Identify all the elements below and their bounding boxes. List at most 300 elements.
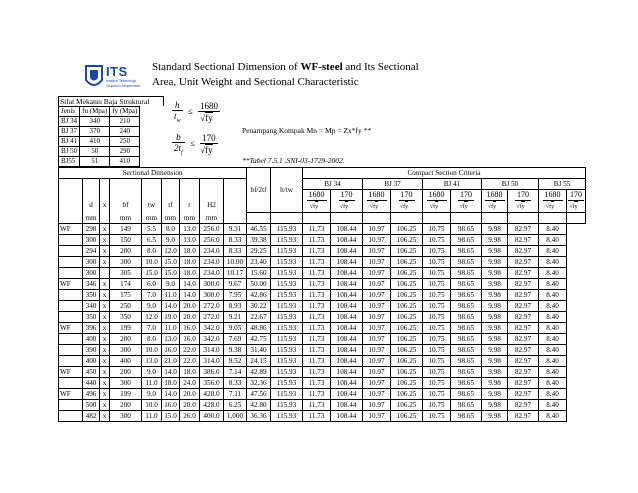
table-cell: 7.11: [224, 389, 247, 400]
table-cell: 115.93: [271, 411, 303, 422]
table-cell: 108.44: [331, 345, 363, 356]
table-cell: 11.73: [303, 389, 331, 400]
blank-header: [59, 190, 83, 213]
blank-header: [224, 190, 247, 213]
table-cell: 22.0: [180, 345, 200, 356]
table-cell: 11.73: [303, 378, 331, 389]
blank-header: [423, 213, 451, 224]
table-cell: x: [100, 334, 110, 345]
logo-text: ITS: [106, 64, 128, 79]
table-cell: 8.33: [224, 246, 247, 257]
table-row: [59, 257, 586, 268]
table-cell: 106.25: [391, 356, 423, 367]
table-cell: 8.40: [539, 224, 567, 235]
table-cell: 10.75: [423, 323, 451, 334]
table-cell: 106.25: [391, 334, 423, 345]
table-cell: 10.75: [423, 334, 451, 345]
table-cell: 300.0: [200, 279, 224, 290]
table-cell: 98.65: [451, 257, 482, 268]
table-cell: 82.97: [508, 411, 539, 422]
table-cell: 6.0: [142, 279, 162, 290]
table-cell: 298: [83, 224, 100, 235]
table-cell: 115.93: [271, 345, 303, 356]
spec-row: [59, 127, 140, 137]
table-cell: 47.56: [247, 389, 271, 400]
column-header: d: [83, 190, 100, 213]
table-cell: 9.98: [482, 378, 508, 389]
table-row: [59, 268, 586, 279]
table-cell: 440: [83, 378, 100, 389]
table-cell: [59, 400, 83, 411]
column-header: x: [100, 190, 110, 213]
table-cell: 9.0: [142, 367, 162, 378]
spec-row: [59, 117, 140, 127]
table-cell: 22.67: [247, 312, 271, 323]
table-cell: 7.0: [142, 290, 162, 301]
table-cell: x: [100, 378, 110, 389]
spec-cell: 370: [80, 127, 110, 137]
table-cell: 9.52: [224, 356, 247, 367]
table-cell: 294: [83, 246, 100, 257]
unit-header: [100, 213, 110, 224]
table-cell: 8.40: [539, 378, 567, 389]
table-cell: 8.40: [539, 290, 567, 301]
table-cell: 234.0: [200, 268, 224, 279]
table-cell: 396: [83, 323, 100, 334]
table-cell: 11.73: [303, 323, 331, 334]
grade-header: BJ 34: [303, 179, 363, 190]
table-cell: 8.40: [539, 345, 567, 356]
table-cell: 11.0: [162, 290, 180, 301]
table-cell: x: [100, 257, 110, 268]
spec-cell: BJ 34: [59, 117, 80, 127]
table-cell: 428.0: [200, 400, 224, 411]
table-cell: 342.0: [200, 334, 224, 345]
table-cell: x: [100, 224, 110, 235]
table-cell: 108.44: [331, 378, 363, 389]
table-cell: x: [100, 290, 110, 301]
table-cell: 356.0: [200, 378, 224, 389]
table-cell: 108.44: [331, 411, 363, 422]
table-cell: 8.0: [142, 246, 162, 257]
table-row: [59, 356, 586, 367]
table-cell: 82.97: [508, 367, 539, 378]
table-cell: 31.40: [247, 345, 271, 356]
table-cell: 250: [110, 301, 142, 312]
table-cell: 10.75: [423, 290, 451, 301]
table-cell: 10.97: [363, 389, 391, 400]
table-cell: 30.22: [247, 301, 271, 312]
table-cell: 14.0: [180, 290, 200, 301]
blank-header: [142, 179, 162, 190]
table-cell: 98.65: [451, 411, 482, 422]
table-cell: 8.40: [539, 323, 567, 334]
table-cell: 9.98: [482, 290, 508, 301]
table-cell: 200: [110, 400, 142, 411]
grade-header: BJ 37: [363, 179, 423, 190]
table-cell: 15.60: [247, 268, 271, 279]
table-cell: 18.0: [180, 367, 200, 378]
spec-heading: Sifat Mekanis Baja Struktural: [58, 96, 164, 106]
table-cell: 10.97: [363, 356, 391, 367]
table-cell: 115.93: [271, 323, 303, 334]
table-row: [59, 312, 586, 323]
table-cell: 115.93: [271, 378, 303, 389]
source-note: **Tabel 7.5.1 .SNI-03-1729-2002.: [242, 156, 345, 165]
table-cell: 7.69: [224, 334, 247, 345]
table-cell: 256.0: [200, 235, 224, 246]
table-cell: 115.93: [271, 301, 303, 312]
table-cell: 115.93: [271, 290, 303, 301]
table-cell: x: [100, 312, 110, 323]
table-cell: 8.33: [224, 378, 247, 389]
table-cell: 11.73: [303, 411, 331, 422]
table-cell: 10.0: [142, 345, 162, 356]
table-cell: 300: [110, 378, 142, 389]
blank-header: [451, 213, 482, 224]
table-cell: 272.0: [200, 301, 224, 312]
table-cell: 300: [110, 411, 142, 422]
blank-header: [180, 179, 200, 190]
table-cell: 98.65: [451, 312, 482, 323]
spec-cell: 50: [80, 147, 110, 157]
blank-header: [162, 179, 180, 190]
criteria-formula: 170 √ fy: [451, 190, 482, 213]
table-cell: 10.97: [363, 323, 391, 334]
table-cell: 10.75: [423, 367, 451, 378]
table-cell: 8.40: [539, 367, 567, 378]
table-cell: 8.93: [224, 301, 247, 312]
table-cell: 314.0: [200, 356, 224, 367]
table-cell: 106.25: [391, 290, 423, 301]
table-cell: 9.0: [142, 389, 162, 400]
table-cell: 8.40: [539, 411, 567, 422]
table-cell: 18.0: [180, 268, 200, 279]
table-cell: x: [100, 356, 110, 367]
table-cell: 10.75: [423, 224, 451, 235]
unit-header: mm: [162, 213, 180, 224]
table-cell: 98.65: [451, 268, 482, 279]
table-cell: 9.67: [224, 279, 247, 290]
table-cell: 400: [83, 356, 100, 367]
table-cell: 10.75: [423, 312, 451, 323]
table-cell: 9.98: [482, 268, 508, 279]
table-cell: 106.25: [391, 323, 423, 334]
criteria-formula: 170 √ fy: [567, 190, 586, 213]
table-cell: 106.25: [391, 400, 423, 411]
criteria-formula: 1680 √ fy: [482, 190, 508, 213]
table-cell: 108.44: [331, 235, 363, 246]
table-cell: 9.38: [224, 345, 247, 356]
spec-cell: 340: [80, 117, 110, 127]
table-cell: 9.05: [224, 323, 247, 334]
table-cell: 98.65: [451, 224, 482, 235]
logo-subtext: Institut Teknologi Sepuluh Nopember: [106, 78, 141, 88]
table-cell: 300: [83, 257, 100, 268]
table-cell: 12.0: [162, 246, 180, 257]
table-cell: 11.73: [303, 367, 331, 378]
table-cell: 9.98: [482, 345, 508, 356]
table-cell: x: [100, 389, 110, 400]
table-cell: 11.73: [303, 235, 331, 246]
table-cell: 13.0: [142, 356, 162, 367]
table-cell: 8.40: [539, 235, 567, 246]
table-cell: 42.86: [247, 290, 271, 301]
its-logo: [84, 62, 142, 96]
table-cell: 106.25: [391, 235, 423, 246]
table-cell: 10.00: [224, 257, 247, 268]
table-cell: 8.0: [142, 334, 162, 345]
table-cell: x: [100, 411, 110, 422]
blank-header: [363, 213, 391, 224]
table-cell: 19.0: [162, 312, 180, 323]
table-cell: 346: [83, 279, 100, 290]
table-cell: 15.0: [162, 257, 180, 268]
table-cell: 9.98: [482, 312, 508, 323]
table-cell: 305: [110, 268, 142, 279]
table-cell: 46.55: [247, 224, 271, 235]
table-cell: 18.0: [180, 246, 200, 257]
table-cell: [59, 334, 83, 345]
table-cell: 300: [110, 345, 142, 356]
table-cell: 10.75: [423, 356, 451, 367]
table-cell: 98.65: [451, 301, 482, 312]
blank-header: [224, 179, 247, 190]
table-cell: 314.0: [200, 345, 224, 356]
table-cell: 9.98: [482, 411, 508, 422]
table-cell: 8.0: [162, 224, 180, 235]
table-cell: 340: [83, 301, 100, 312]
blank-header: [247, 213, 271, 224]
table-cell: 10.75: [423, 411, 451, 422]
table-cell: 39.38: [247, 235, 271, 246]
compact-note: Penampang Kompak Mn = Mp = Zx*fy **: [242, 126, 372, 135]
table-cell: 272.0: [200, 312, 224, 323]
table-cell: 115.93: [271, 279, 303, 290]
table-cell: 1,000: [224, 411, 247, 422]
table-cell: x: [100, 367, 110, 378]
criteria-formula: 1680 √ fy: [423, 190, 451, 213]
spec-row: [59, 137, 140, 147]
table-cell: 11.0: [142, 411, 162, 422]
table-cell: 82.97: [508, 224, 539, 235]
table-cell: 10.97: [363, 235, 391, 246]
table-cell: 82.97: [508, 246, 539, 257]
table-cell: 10.97: [363, 378, 391, 389]
table-cell: 496: [83, 389, 100, 400]
blank-header: [271, 213, 303, 224]
unit-header: mm: [83, 213, 100, 224]
table-cell: 11.73: [303, 224, 331, 235]
criteria-formula: 1680 √ fy: [363, 190, 391, 213]
blank-header: [539, 213, 567, 224]
table-row: [59, 389, 586, 400]
table-cell: 9.98: [482, 301, 508, 312]
table-cell: 108.44: [331, 323, 363, 334]
table-cell: 108.44: [331, 367, 363, 378]
table-cell: 16.0: [162, 400, 180, 411]
table-cell: 106.25: [391, 312, 423, 323]
table-cell: 390: [83, 345, 100, 356]
table-cell: 10.75: [423, 279, 451, 290]
table-row: [59, 235, 586, 246]
column-header: r: [180, 190, 200, 213]
table-cell: 36.36: [247, 411, 271, 422]
table-cell: 16.0: [180, 323, 200, 334]
table-cell: 7.14: [224, 367, 247, 378]
table-cell: 13.0: [162, 334, 180, 345]
table-row: [59, 301, 586, 312]
table-cell: 6.25: [224, 400, 247, 411]
table-cell: 106.25: [391, 268, 423, 279]
unit-header: mm: [142, 213, 162, 224]
table-cell: 106.25: [391, 257, 423, 268]
table-cell: 106.25: [391, 378, 423, 389]
table-cell: 5.5: [142, 224, 162, 235]
table-cell: x: [100, 279, 110, 290]
table-cell: 108.44: [331, 290, 363, 301]
table-cell: 10.97: [363, 334, 391, 345]
table-cell: 14.0: [162, 367, 180, 378]
table-cell: 350: [83, 312, 100, 323]
table-cell: 9.98: [482, 334, 508, 345]
table-cell: [59, 257, 83, 268]
table-cell: 11.0: [162, 323, 180, 334]
table-cell: 10.97: [363, 290, 391, 301]
criteria-formula: 1680 √ fy: [539, 190, 567, 213]
table-cell: 8.40: [539, 356, 567, 367]
table-cell: 115.93: [271, 246, 303, 257]
table-row: [59, 279, 586, 290]
table-cell: 106.25: [391, 345, 423, 356]
table-cell: 6.5: [142, 235, 162, 246]
table-cell: 98.65: [451, 290, 482, 301]
table-cell: 42.89: [247, 367, 271, 378]
table-cell: 7.0: [142, 323, 162, 334]
table-cell: 500: [83, 400, 100, 411]
table-cell: 32.36: [247, 378, 271, 389]
table-cell: 98.65: [451, 334, 482, 345]
table-cell: 9.98: [482, 400, 508, 411]
table-cell: 21.0: [162, 356, 180, 367]
table-cell: 10.97: [363, 312, 391, 323]
table-cell: 82.97: [508, 235, 539, 246]
table-cell: [59, 246, 83, 257]
table-cell: 115.93: [271, 389, 303, 400]
table-cell: 9.98: [482, 235, 508, 246]
table-cell: 13.0: [180, 224, 200, 235]
blank-header: [303, 213, 331, 224]
table-cell: 200: [110, 334, 142, 345]
spec-cell: 240: [110, 127, 140, 137]
table-cell: 115.93: [271, 334, 303, 345]
table-cell: 9.98: [482, 224, 508, 235]
table-cell: 300: [83, 235, 100, 246]
table-cell: 11.73: [303, 334, 331, 345]
table-cell: 98.65: [451, 235, 482, 246]
table-cell: 82.97: [508, 257, 539, 268]
column-header: tw: [142, 190, 162, 213]
table-cell: 108.44: [331, 400, 363, 411]
table-cell: 8.40: [539, 268, 567, 279]
grade-header: BJ 55: [539, 179, 586, 190]
table-cell: [59, 312, 83, 323]
spec-cell: 290: [110, 147, 140, 157]
table-cell: [59, 301, 83, 312]
table-cell: 98.65: [451, 356, 482, 367]
table-cell: 8.40: [539, 279, 567, 290]
table-cell: 82.97: [508, 301, 539, 312]
table-cell: 9.31: [224, 224, 247, 235]
table-cell: 10.75: [423, 378, 451, 389]
table-cell: 200: [110, 367, 142, 378]
table-cell: 106.25: [391, 389, 423, 400]
table-cell: 82.97: [508, 312, 539, 323]
table-cell: [59, 356, 83, 367]
page-title: Standard Sectional Dimension of WF-steel and Its Sectional Area, Unit Weight and Sectional Characteristic: [152, 61, 419, 88]
table-row: [59, 345, 586, 356]
table-cell: 9.98: [482, 389, 508, 400]
table-cell: 98.65: [451, 323, 482, 334]
table-cell: 10.0: [142, 400, 162, 411]
table-cell: 149: [110, 224, 142, 235]
spec-row: [59, 147, 140, 157]
table-cell: WF: [59, 389, 83, 400]
spec-cell: 410: [110, 157, 140, 167]
spec-cell: 51: [80, 157, 110, 167]
table-cell: 106.25: [391, 301, 423, 312]
table-cell: 115.93: [271, 400, 303, 411]
table-cell: 10.75: [423, 400, 451, 411]
table-cell: 50.00: [247, 279, 271, 290]
table-cell: 15.0: [162, 268, 180, 279]
table-cell: 14.0: [162, 301, 180, 312]
table-cell: 8.40: [539, 389, 567, 400]
spec-header-row: [59, 107, 140, 117]
table-cell: [59, 235, 83, 246]
table-cell: 8.40: [539, 257, 567, 268]
table-cell: x: [100, 345, 110, 356]
spec-cell: BJ 37: [59, 127, 80, 137]
blank-header: [331, 213, 363, 224]
table-cell: 10.97: [363, 279, 391, 290]
table-cell: 11.73: [303, 268, 331, 279]
table-cell: 15.0: [142, 268, 162, 279]
table-cell: 108.44: [331, 334, 363, 345]
table-cell: 115.93: [271, 224, 303, 235]
table-cell: 400: [110, 356, 142, 367]
table-cell: 11.73: [303, 246, 331, 257]
blank-header: [59, 179, 83, 190]
table-cell: [100, 268, 110, 279]
h-tw-header: h/tw: [271, 168, 303, 213]
table-cell: 108.44: [331, 301, 363, 312]
grade-header: BJ 50: [482, 179, 539, 190]
spec-cell: fy (Mpa): [110, 107, 140, 117]
table-cell: 199: [110, 323, 142, 334]
spec-cell: fu (Mpa): [80, 107, 110, 117]
table-cell: 8.40: [539, 312, 567, 323]
table-cell: 8.33: [224, 235, 247, 246]
table-cell: 10.97: [363, 257, 391, 268]
table-cell: 14.0: [180, 279, 200, 290]
table-cell: 10.97: [363, 345, 391, 356]
spec-cell: BJ55: [59, 157, 80, 167]
table-row: [59, 323, 586, 334]
table-cell: 29.25: [247, 246, 271, 257]
table-cell: 9.21: [224, 312, 247, 323]
table-row: [59, 378, 586, 389]
